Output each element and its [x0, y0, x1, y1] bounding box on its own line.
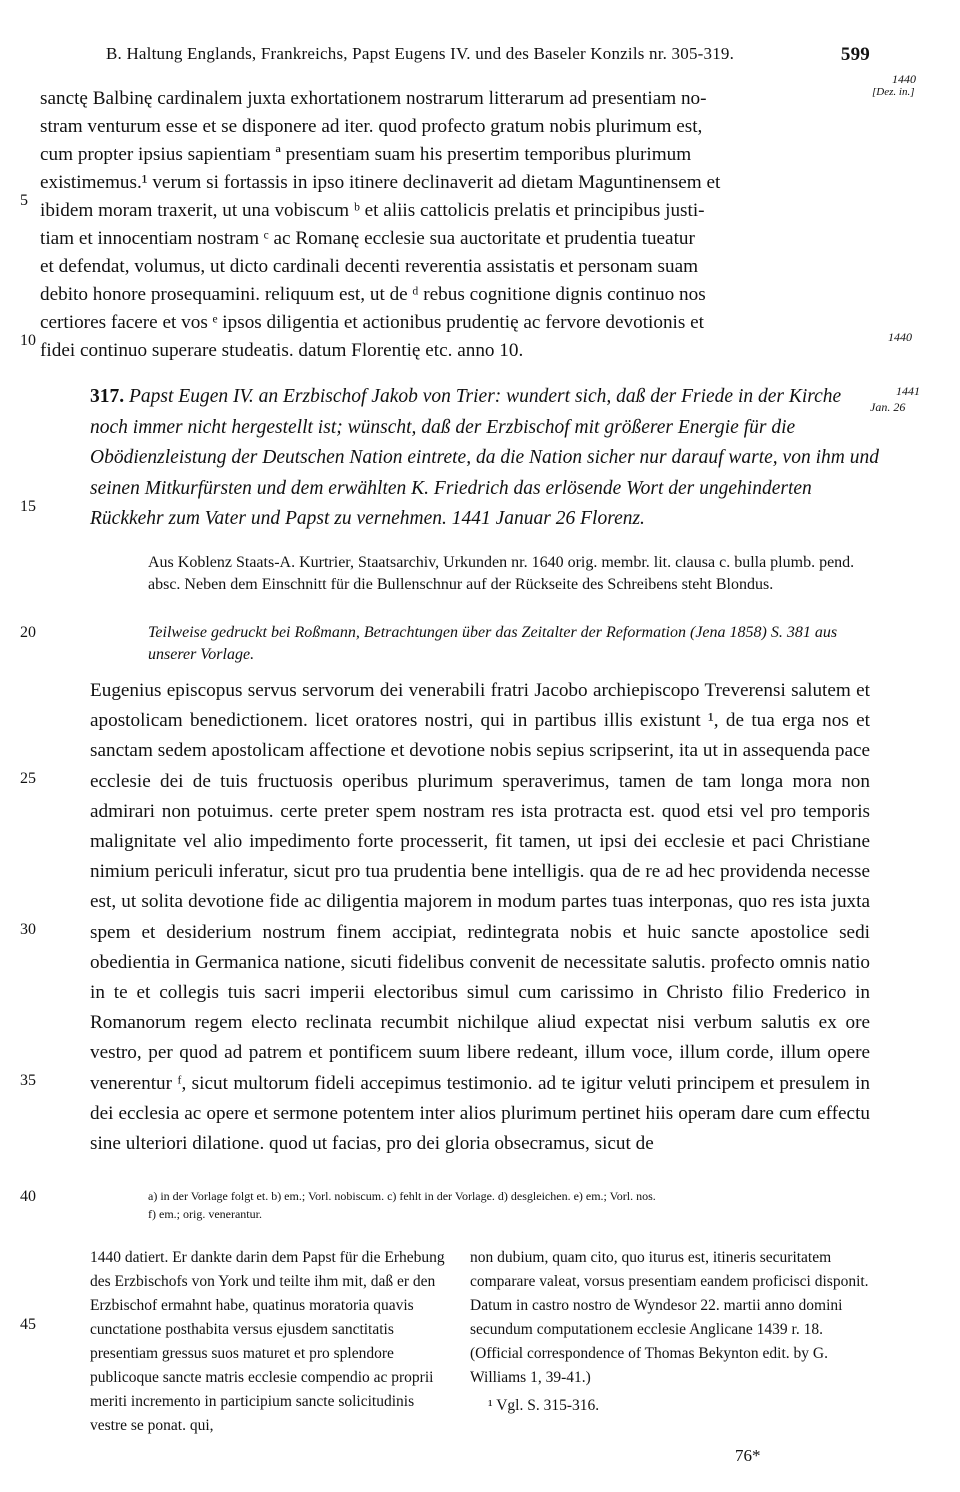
line-number-40: 40	[20, 1188, 36, 1205]
source-note-1	[148, 552, 888, 596]
notes-reference: ¹ Vgl. S. 315-316.	[488, 1397, 600, 1414]
running-title: B. Haltung Englands, Frankreichs, Papst Eugens IV. und des Baseler Konzils nr. 305-319.	[106, 44, 735, 63]
footnotes	[148, 1187, 888, 1223]
document-heading	[90, 382, 880, 535]
footnote-line: f) em.; orig. venerantur.	[148, 1207, 262, 1221]
line-number-30: 30	[20, 921, 36, 938]
text-line: tiam et innocentiam nostram ᶜ ac Romanę ecclesie sua auctoritate et prudentia tueatur	[40, 228, 695, 249]
text-line: fidei continuo superare studeatis. datum Florentię etc. anno 10.	[40, 340, 524, 361]
line-number-35: 35	[20, 1072, 36, 1089]
text-line: certiores facere et vos ᵉ ipsos diligentia et actionibus prudentię ac fervore devotionis et	[40, 312, 704, 333]
document-number: 317.	[90, 386, 125, 407]
notes-column-right	[470, 1246, 870, 1418]
running-header	[106, 44, 870, 65]
line-number-10: 10	[20, 332, 36, 349]
text-line: et defendat, volumus, ut dicto cardinali decenti reverentia assistatis et personam suam	[40, 256, 699, 277]
margin-date-top-sub: [Dez. in.]	[872, 86, 915, 98]
line-number-45: 45	[20, 1316, 36, 1333]
source-note-2	[148, 622, 888, 666]
line-number-20: 20	[20, 624, 36, 641]
line-number-25: 25	[20, 770, 36, 787]
text-line: ibidem moram traxerit, ut una vobiscum ᵇ et aliis cattolicis prelatis et principibus justi-	[40, 200, 705, 221]
footnote-line: a) in der Vorlage folgt et. b) em.; Vorl. nobiscum. c) fehlt in der Vorlage. d) desgleichen. e) em.; Vorl. nos.	[148, 1189, 656, 1203]
notes-column-left	[90, 1246, 450, 1438]
margin-date-317-year: 1441	[896, 384, 920, 398]
line-number-15: 15	[20, 498, 36, 515]
line-number-5: 5	[20, 192, 28, 209]
printer-signature: 76*	[735, 1446, 761, 1465]
notes-text: 1440 datiert. Er dankte darin dem Papst für die Erhebung des Erzbischofs von York und teilte ihm mit, daß er den Erzbischof ermahnt habe, quatinus moratoria quavis cunctatione posthabita versus ejusdem sanctitatis presentiam gressus suos maturet et pro splendore publicoque sancte matris ecclesie compendio ac proprii meriti incremento in participium sancte solicitudinis vestre se ponat. qui,	[90, 1249, 445, 1434]
margin-date-317-day: Jan. 26	[870, 400, 906, 414]
text-line: stram venturum esse et se disponere ad iter. quod profecto gratum nobis plurimum est,	[40, 116, 703, 137]
text-line: sanctę Balbinę cardinalem juxta exhortationem nostrarum litterarum ad presentiam no-	[40, 88, 707, 109]
main-paragraph: Eugenius episcopus servus servorum dei venerabili fratri Jacobo archiepiscopo Treverensi salutem et apostolicam benedictionem. licet oratores nostri, qui in partibus illis existunt ¹, de tua erga nos et sanctam sedem apostolicam affectione et devotione nobis sepius scripserint, ita ut in assequenda pace ecclesie dei de tuis fructuosis operibus plurimum speraverimus, tamen de tam longa mora non admirari non potuimus. certe preter spem nostram res ista protracta est. quod etsi vel pro temporis malignitate vel alio impedimento forte processerit, fit tamen, ut ipsi dei ecclesie et paci Christiane nimium periculi inferatur, sicut pro tua prudentia bene intelligis. qua de re ad hec providenda necesse est, ut solita devotione fide ac diligentia majorem in modum partes tuas interponas, quo res ista juxta spem et desiderium nostrum finem accipiat, redintegrata nobis et huic sancte apostolice sedi obedientia in Germanica natione, sicuti fidelibus convenit de necessitate salutis. profecto omnis natio in te et collegis tuis sacri imperii electoribus simul cum carissimo in Christo filio Frederico in Romanorum regem electo reclinata recumbit nichilque aliud expectat nisi verbum salutis ex ore vestro, per quod ad patrem et pontificem suum libere redeant, illum voce, illum corde, illum opere venerentur ᶠ, sicut multorum fideli accepimus testimonio. ad te igitur veluti principem et presulem in dei ecclesia ac opere et sermone potentem inter alios plurimum pertinet hiis operam dare cum effectu sine ulteriori dilatione. quod ut facias, pro dei gloria obsecramus, sicut de	[90, 680, 870, 1155]
text-line: cum propter ipsius sapientiam ª presentiam suam his presertim temporibus plurimum	[40, 144, 692, 165]
source-text: Aus Koblenz Staats-A. Kurtrier, Staatsarchiv, Urkunden nr. 1640 orig. membr. lit. clausa c. bulla plumb. pend. absc. Neben dem Einschnitt für die Bullenschnur auf der Rückseite des Schreibens steht Blondus.	[148, 554, 855, 593]
text-line: existimemus.¹ verum si fortassis in ipso itinere declinaverit ad dietam Maguntinensem et	[40, 172, 721, 193]
source-text: Teilweise gedruckt bei Roßmann, Betrachtungen über das Zeitalter der Reformation (Jena 1858) S. 381 aus unserer Vorlage.	[148, 624, 838, 663]
margin-date-end: 1440	[888, 330, 912, 344]
notes-text: non dubium, quam cito, quo iturus est, itineris securitatem comparare valeat, vorsus presentiam eandem proficisci disponit. Datum in castro nostro de Wyndesor 22. martii anno domini secundum computationem ecclesie Anglicane 1439 r. 18. (Official correspondence of Thomas Bekynton edit. by G. Williams 1, 39-41.)	[470, 1249, 869, 1386]
page-number: 599	[840, 44, 870, 65]
main-text	[90, 676, 870, 1159]
document-title: Papst Eugen IV. an Erzbischof Jakob von Trier: wundert sich, daß der Friede in der Kirche noch immer nicht hergestellt ist; wünscht, daß der Erzbischof mit größerer Energie für die Obödienzleistung der Deutschen Nation eintrete, da die Nation sicher nur darauf warte, von ihm und seinen Mitkurfürsten und dem erwählten K. Friedrich das erlösende Wort der ungehinderten Rückkehr zum Vater und Papst zu vernehmen. 1441 Januar 26 Florenz.	[90, 386, 879, 529]
text-line: debito honore prosequamini. reliquum est, ut de ᵈ rebus cognitione dignis continuo nos	[40, 284, 706, 305]
margin-date-top: 1440	[892, 72, 916, 86]
